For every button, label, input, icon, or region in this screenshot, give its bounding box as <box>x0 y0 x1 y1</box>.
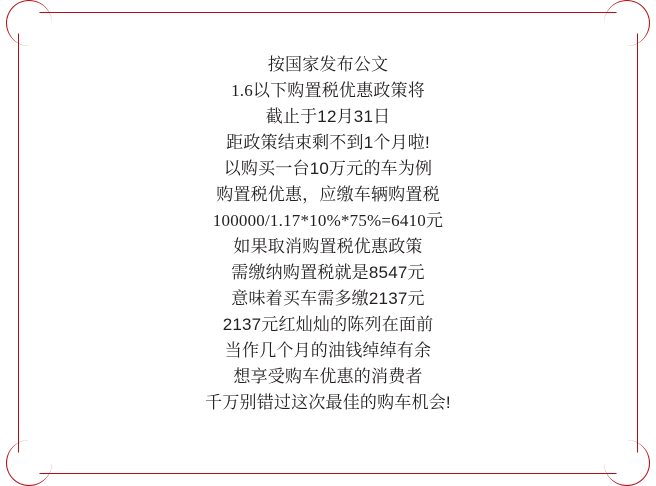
message-line: 1.6以下购置税优惠政策将 <box>231 81 425 100</box>
message-line: 千万别错过这次最佳的购车机会! <box>205 393 451 412</box>
corner-arc-top-left <box>6 0 52 46</box>
message-line: 2137元红灿灿的陈列在面前 <box>222 315 434 334</box>
message-line: 购置税优惠，应缴车辆购置税 <box>216 185 440 204</box>
message-line: 想享受购车优惠的消费者 <box>233 367 423 386</box>
message-line: 如果取消购置税优惠政策 <box>233 237 423 256</box>
message-line-formula: 100000/1.17*10%*75%=6410元 <box>212 211 444 230</box>
corner-mask-bottom-left <box>6 440 52 486</box>
message-line: 截止于12月31日 <box>265 107 391 126</box>
corner-ornament-bottom-left <box>6 440 52 486</box>
corner-mask-top-right <box>604 0 650 46</box>
message-line: 意味着买车需多缴2137元 <box>231 289 425 308</box>
message-line: 距政策结束剩不到1个月啦! <box>226 133 430 152</box>
corner-ornament-bottom-right <box>604 440 650 486</box>
message-line: 需缴纳购置税就是8547元 <box>231 263 425 282</box>
message-line: 以购买一台10万元的车为例 <box>223 159 433 178</box>
corner-ornament-top-right <box>604 0 650 46</box>
message-line: 按国家发布公文 <box>267 55 389 74</box>
corner-ornament-top-left <box>6 0 52 46</box>
message-line: 当作几个月的油钱绰绰有余 <box>224 341 432 360</box>
corner-arc-bottom-left <box>6 440 52 486</box>
corner-mask-top-left <box>6 0 52 46</box>
corner-mask-bottom-right <box>604 440 650 486</box>
corner-arc-top-right <box>604 0 650 46</box>
poster-message <box>40 52 616 416</box>
corner-arc-bottom-right <box>604 440 650 486</box>
